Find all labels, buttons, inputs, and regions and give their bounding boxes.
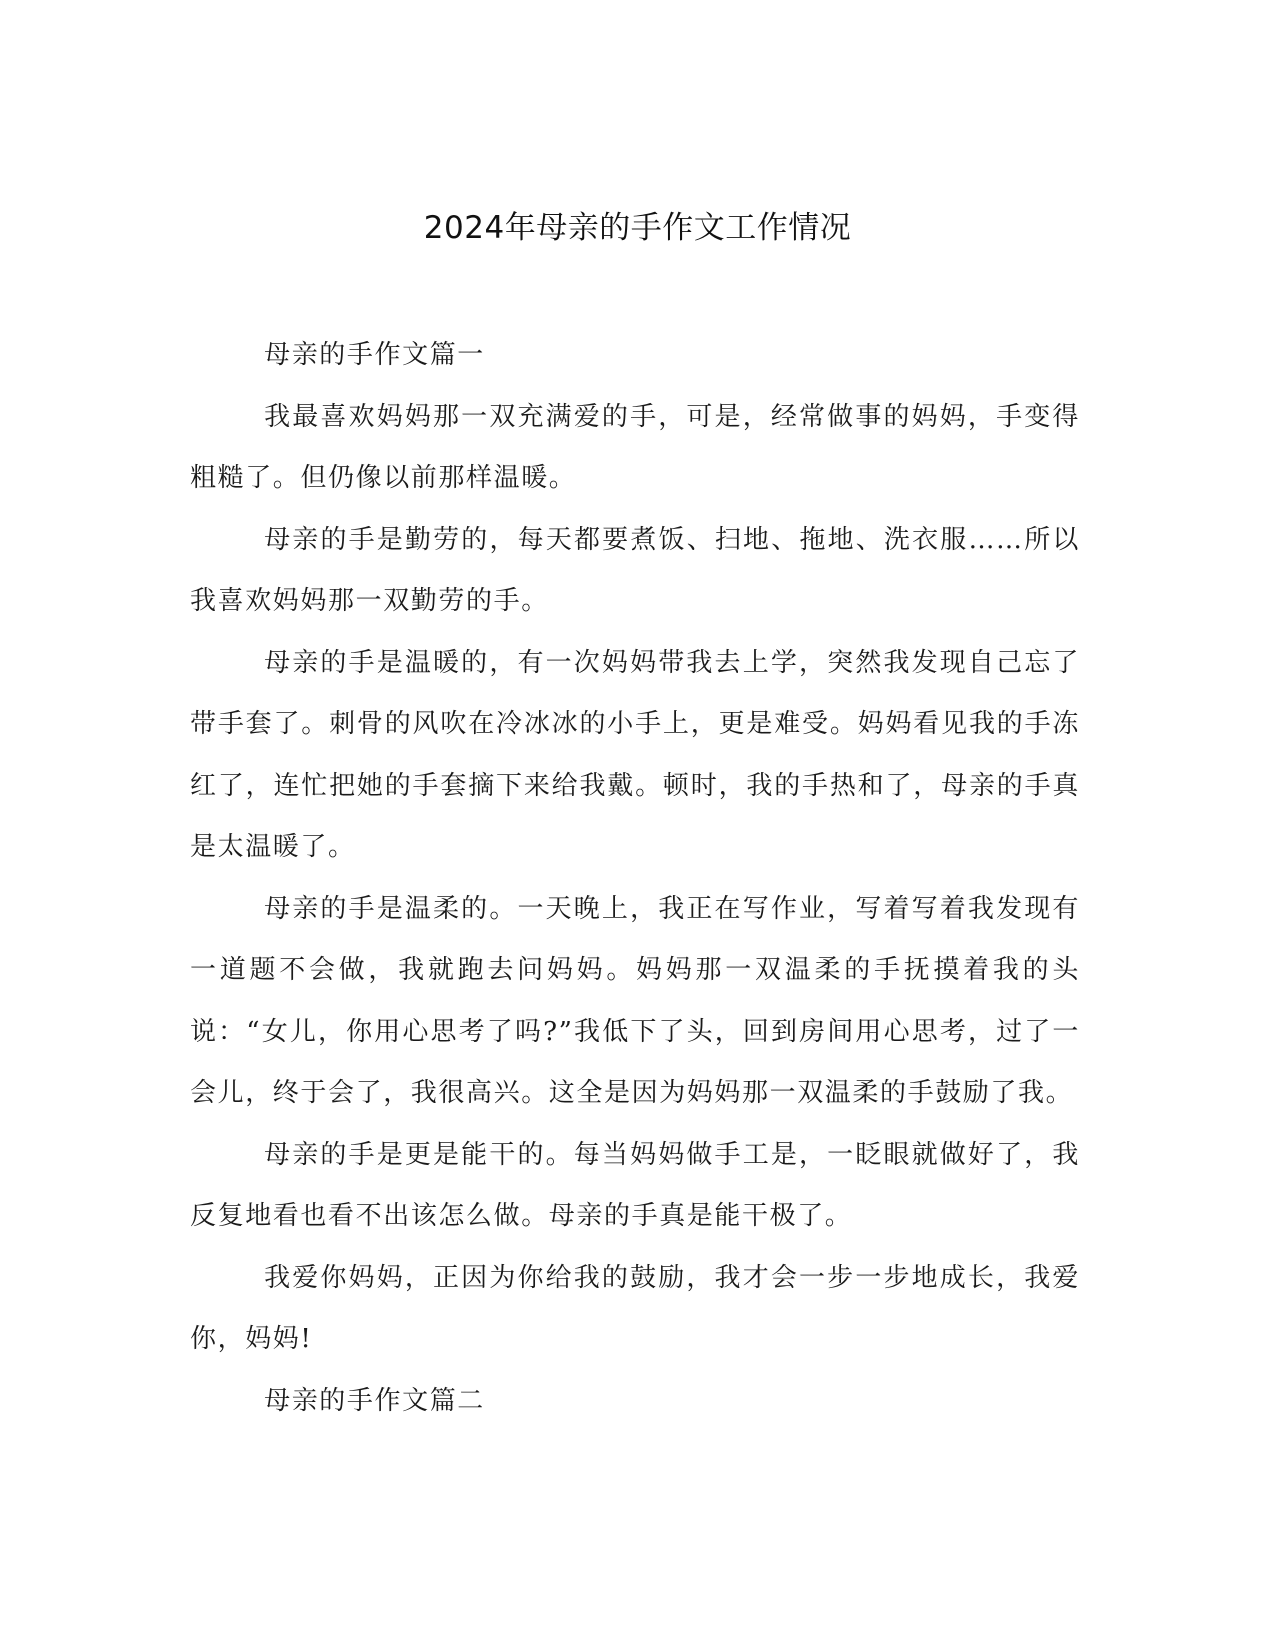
paragraph: 母亲的手是温柔的。一天晚上，我正在写作业，写着写着我发现有一道题不会做，我就跑去问妈妈。妈妈那一双温柔的手抚摸着我的头说：“女儿，你用心思考了吗?”我低下了头，回到房间用心思考，过了一会儿，终于会了，我很高兴。这全是因为妈妈那一双温柔的手鼓励了我。 xyxy=(190,893,1080,1108)
paragraph: 母亲的手是勤劳的，每天都要煮饭、扫地、拖地、洗衣服……所以我喜欢妈妈那一双勤劳的手。 xyxy=(190,524,1080,616)
section-heading-1: 母亲的手作文篇一 xyxy=(264,340,485,370)
section-heading-2: 母亲的手作文篇二 xyxy=(264,1385,485,1416)
document-body xyxy=(190,325,1080,1432)
paragraph: 母亲的手是更是能干的。每当妈妈做手工是，一眨眼就做好了，我反复地看也看不出该怎么做。母亲的手真是能干极了。 xyxy=(190,1139,1080,1231)
paragraph: 母亲的手是温暖的，有一次妈妈带我去上学，突然我发现自己忘了带手套了。刺骨的风吹在冷冰冰的小手上，更是难受。妈妈看见我的手冻红了，连忙把她的手套摘下来给我戴。顿时，我的手热和了，母亲的手真是太温暖了。 xyxy=(190,647,1080,862)
document-title: 2024年母亲的手作文工作情况 xyxy=(423,210,852,246)
paragraph: 我爱你妈妈，正因为你给我的鼓励，我才会一步一步地成长，我爱你，妈妈! xyxy=(190,1262,1080,1354)
paragraph: 我最喜欢妈妈那一双充满爱的手，可是，经常做事的妈妈，手变得粗糙了。但仍像以前那样温暖。 xyxy=(190,401,1080,493)
